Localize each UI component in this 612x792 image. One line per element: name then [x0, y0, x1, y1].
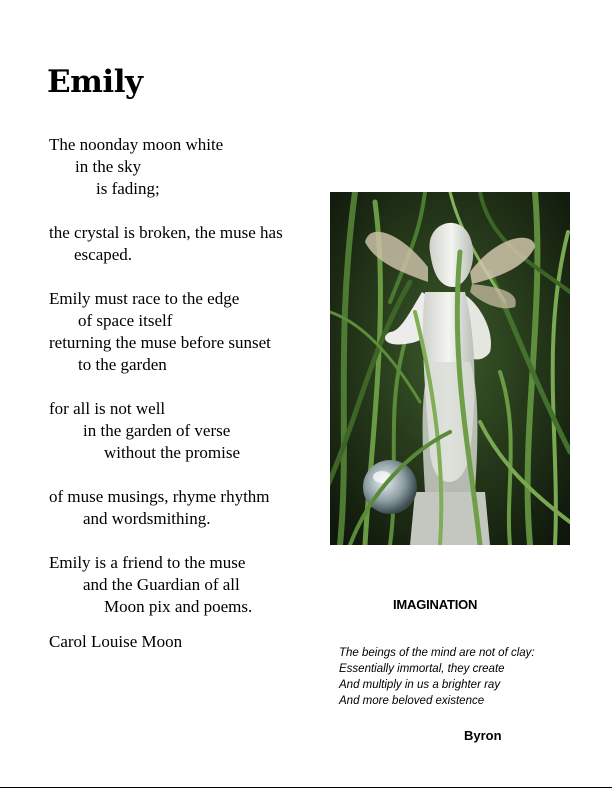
- imagination-title: IMAGINATION: [393, 597, 478, 612]
- poem-line: and wordsmithing.: [83, 509, 211, 528]
- poem-line: the crystal is broken, the muse has: [49, 223, 283, 242]
- poem-line: [49, 530, 334, 552]
- quote-attribution: Byron: [464, 728, 502, 743]
- poem-line: [49, 200, 334, 222]
- quote-line: And more beloved existence: [339, 695, 485, 707]
- poem-line: Emily is a friend to the muse: [49, 553, 246, 572]
- poem-author: Carol Louise Moon: [49, 632, 183, 651]
- poem-line: Moon pix and poems.: [104, 597, 253, 616]
- poem-line: escaped.: [74, 245, 133, 264]
- poem-line: in the sky: [75, 157, 142, 176]
- poem-line: for all is not well: [49, 399, 166, 418]
- poem-line: of muse musings, rhyme rhythm: [49, 487, 270, 506]
- page-bottom-rule: [0, 787, 612, 788]
- poem-line: [49, 266, 334, 288]
- poem-line: of space itself: [78, 311, 173, 330]
- poem-body: [49, 134, 334, 618]
- poem-line: Emily must race to the edge: [49, 289, 240, 308]
- quote-line: Essentially immortal, they create: [339, 663, 505, 675]
- poem-line: is fading;: [96, 179, 160, 198]
- quote-line: The beings of the mind are not of clay:: [339, 647, 535, 659]
- poem-line: in the garden of verse: [83, 421, 231, 440]
- poem-line: [49, 464, 334, 486]
- poem-line: to the garden: [78, 355, 167, 374]
- poem-line: [49, 376, 334, 398]
- poem-line: without the promise: [104, 443, 240, 462]
- quote-line: And multiply in us a brighter ray: [339, 679, 501, 691]
- imagination-quote: [339, 645, 579, 709]
- poem-line: and the Guardian of all: [83, 575, 240, 594]
- poem-line: returning the muse before sunset: [49, 333, 271, 352]
- poem-line: The noonday moon white: [49, 135, 224, 154]
- poem-title: Emily: [47, 64, 143, 100]
- fairy-statue-photo: [330, 192, 570, 545]
